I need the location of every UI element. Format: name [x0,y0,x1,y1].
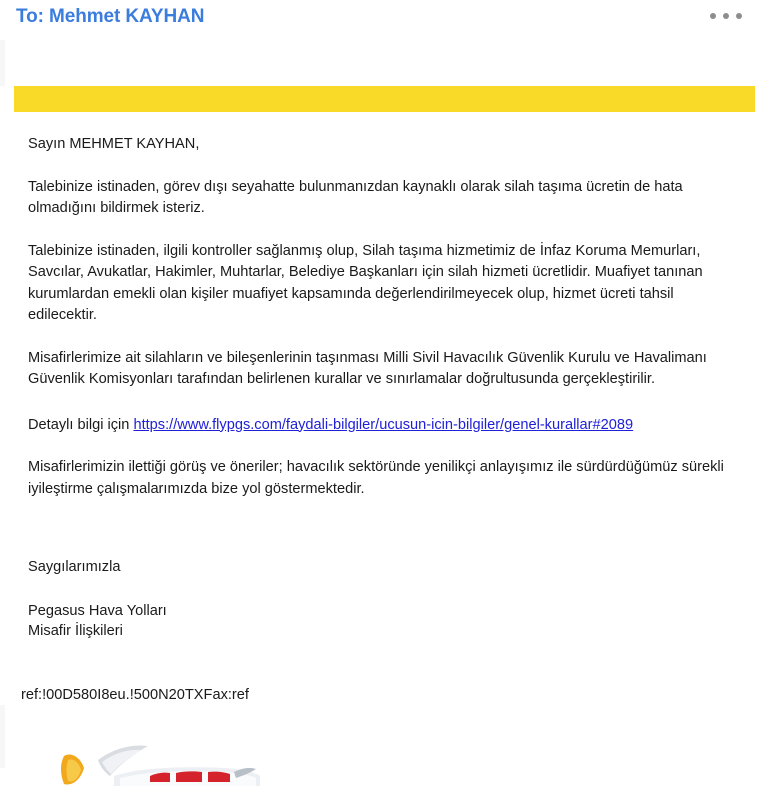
message-content [0,134,768,500]
footer-aircraft-image [28,726,288,786]
yellow-banner [14,86,755,112]
signature-company-block [28,601,754,641]
more-options-dot-icon [723,13,729,19]
mail-body [0,86,768,705]
message-paragraph-3: Misafirlerimize ait silahların ve bileşenlerinin taşınması Milli Sivil Havacılık Güvenlik Kurulu ve Havalimanı Güvenlik Komisyonları tarafından belirlenen kurallar ve sınırlamalar doğrultusunda gerçekleştirilir. [28,349,707,387]
more-options-dot-icon [736,13,742,19]
aircraft-illustration [28,726,288,786]
more-options-dot-icon [710,13,716,19]
mail-header [0,0,768,40]
sign-off: Saygılarımızla [28,559,121,575]
details-link[interactable]: https://www.flypgs.com/faydali-bilgiler/ucusun-icin-bilgiler/genel-kurallar#2089 [133,416,634,433]
reference-code: ref:!00D580I8eu.!500N20TXFax:ref [21,686,249,703]
message-paragraph-4: Misafirlerimizin ilettiği görüş ve öneriler; havacılık sektöründe yenilikçi anlayışımız ile sürdürdüğümüz sürekli iyileştirme çalışmalarımızda bize yol göstermektedir. [28,459,724,497]
details-link-prefix: Detaylı bilgi için [28,416,134,433]
salutation: Sayın MEHMET KAYHAN, [28,136,200,152]
recipient-line: To: Mehmet KAYHAN [16,6,205,27]
more-options-button[interactable] [710,4,742,19]
details-link-paragraph [28,415,754,437]
signature-department: Misafir İlişkileri [28,622,123,639]
signature-company: Pegasus Hava Yolları [28,602,167,619]
message-paragraph-2: Talebinize istinaden, ilgili kontroller sağlanmış olup, Silah taşıma hizmetimiz de İnfaz Koruma Memurları, Savcılar, Avukatlar, Hakimler, Muhtarlar, Belediye Başkanları için silah hizmeti ücretlidir. Muafiyet tanınan kurumlardan emekli olan kişiler muafiyet kapsamında değerlendirilmeyecek olup, hizmet ücreti tahsil edilecektir. [28,242,703,323]
message-paragraph-1: Talebinize istinaden, görev dışı seyahatte bulunmanızdan kaynaklı olarak silah taşıma ücretin de hata olmadığını bildirmek isteriz. [28,178,683,216]
signature-block [0,557,768,641]
